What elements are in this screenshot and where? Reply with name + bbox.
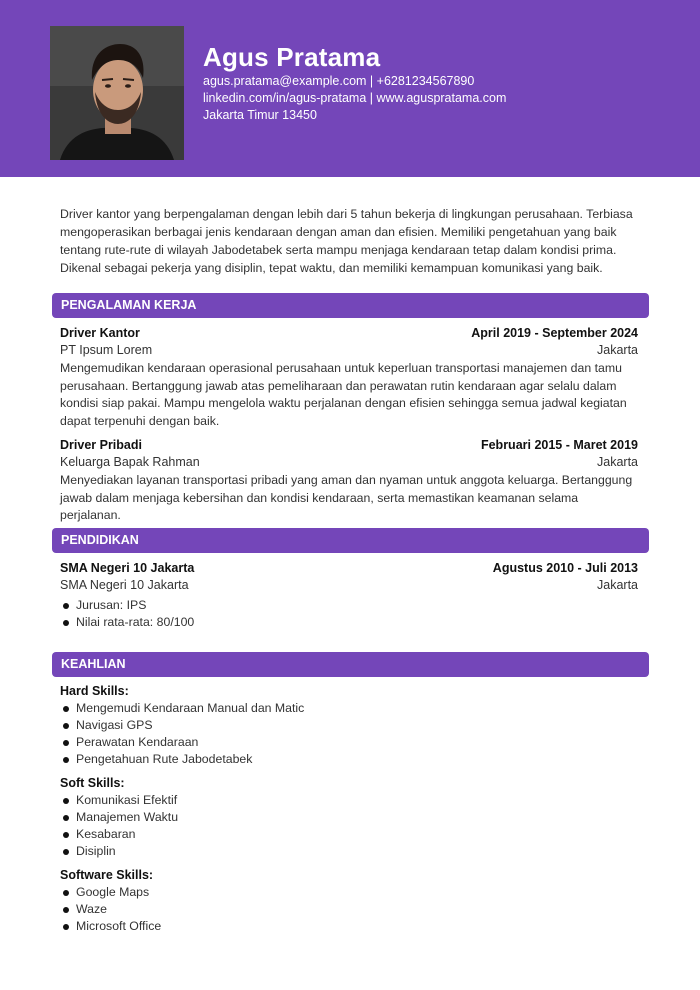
contact-links: linkedin.com/in/agus-pratama | www.aguspratama.com <box>203 91 507 105</box>
list-item: Komunikasi Efektif <box>60 792 178 809</box>
job-company: PT Ipsum Lorem <box>60 343 153 357</box>
education-location: Jakarta <box>597 578 638 592</box>
job-dates: Februari 2015 - Maret 2019 <box>480 438 638 452</box>
list-item: Navigasi GPS <box>60 717 304 734</box>
list-item: Mengemudi Kendaraan Manual dan Matic <box>60 700 304 717</box>
soft-skills-label: Soft Skills: <box>60 776 125 790</box>
resume-header <box>0 0 700 177</box>
education-dates: Agustus 2010 - Juli 2013 <box>492 561 638 575</box>
list-item: Manajemen Waktu <box>60 809 178 826</box>
list-item: Nilai rata-rata: 80/100 <box>60 614 194 631</box>
software-skills-list <box>60 884 161 935</box>
list-item: Disiplin <box>60 843 178 860</box>
software-skills-label: Software Skills: <box>60 868 154 882</box>
education-school: SMA Negeri 10 Jakarta <box>60 561 195 575</box>
contact-email-phone: agus.pratama@example.com | +6281234567890 <box>203 74 475 88</box>
section-heading-education: PENDIDIKAN <box>52 528 649 553</box>
job-title: Driver Kantor <box>60 326 140 340</box>
soft-skills-list <box>60 792 178 860</box>
hard-skills-list <box>60 700 304 768</box>
list-item: Waze <box>60 901 161 918</box>
job-title: Driver Pribadi <box>60 438 142 452</box>
education-institution: SMA Negeri 10 Jakarta <box>60 578 189 592</box>
section-heading-experience: PENGALAMAN KERJA <box>52 293 649 318</box>
job-location: Jakarta <box>597 343 638 357</box>
job-description: Menyediakan layanan transportasi pribadi yang aman dan nyaman untuk anggota keluarga. Bertanggung jawab dalam menjaga kebersihan dan kondisi kendaraan, serta memastikan keamanan selama perjalanan. <box>60 473 633 522</box>
list-item: Pengetahuan Rute Jabodetabek <box>60 751 304 768</box>
list-item: Kesabaran <box>60 826 178 843</box>
section-heading-skills: KEAHLIAN <box>52 652 649 677</box>
candidate-name: Agus Pratama <box>203 42 381 72</box>
contact-address: Jakarta Timur 13450 <box>203 108 317 122</box>
hard-skills-label: Hard Skills: <box>60 684 129 698</box>
profile-summary: Driver kantor yang berpengalaman dengan lebih dari 5 tahun bekerja di lingkungan perusahaan. Terbiasa mengoperasikan berbagai jenis kendaraan dengan aman dan efisien. Memiliki pengetahuan yang baik tentang rute-rute di wilayah Jabodetabek serta mampu menjaga kendaraan tetap dalam kondisi prima. Dikenal sebagai pekerja yang disiplin, tepat waktu, dan memiliki kemampuan komunikasi yang baik. <box>60 207 633 275</box>
list-item: Google Maps <box>60 884 161 901</box>
list-item: Microsoft Office <box>60 918 161 935</box>
job-company: Keluarga Bapak Rahman <box>60 455 200 469</box>
profile-photo <box>50 26 184 160</box>
job-dates: April 2019 - September 2024 <box>471 326 638 340</box>
list-item: Jurusan: IPS <box>60 597 194 614</box>
job-description: Mengemudikan kendaraan operasional perusahaan untuk keperluan transportasi manajemen dan tamu perusahaan. Bertanggung jawab atas pemeliharaan dan perawatan rutin kendaraan agar selalu dalam kondisi siap pakai. Mampu mengelola waktu perjalanan dengan efisien sehingga semua jadwal kegiatan dapat terpenuhi dengan baik. <box>60 361 627 428</box>
job-location: Jakarta <box>597 455 638 469</box>
education-details-list <box>60 597 194 631</box>
list-item: Perawatan Kendaraan <box>60 734 304 751</box>
